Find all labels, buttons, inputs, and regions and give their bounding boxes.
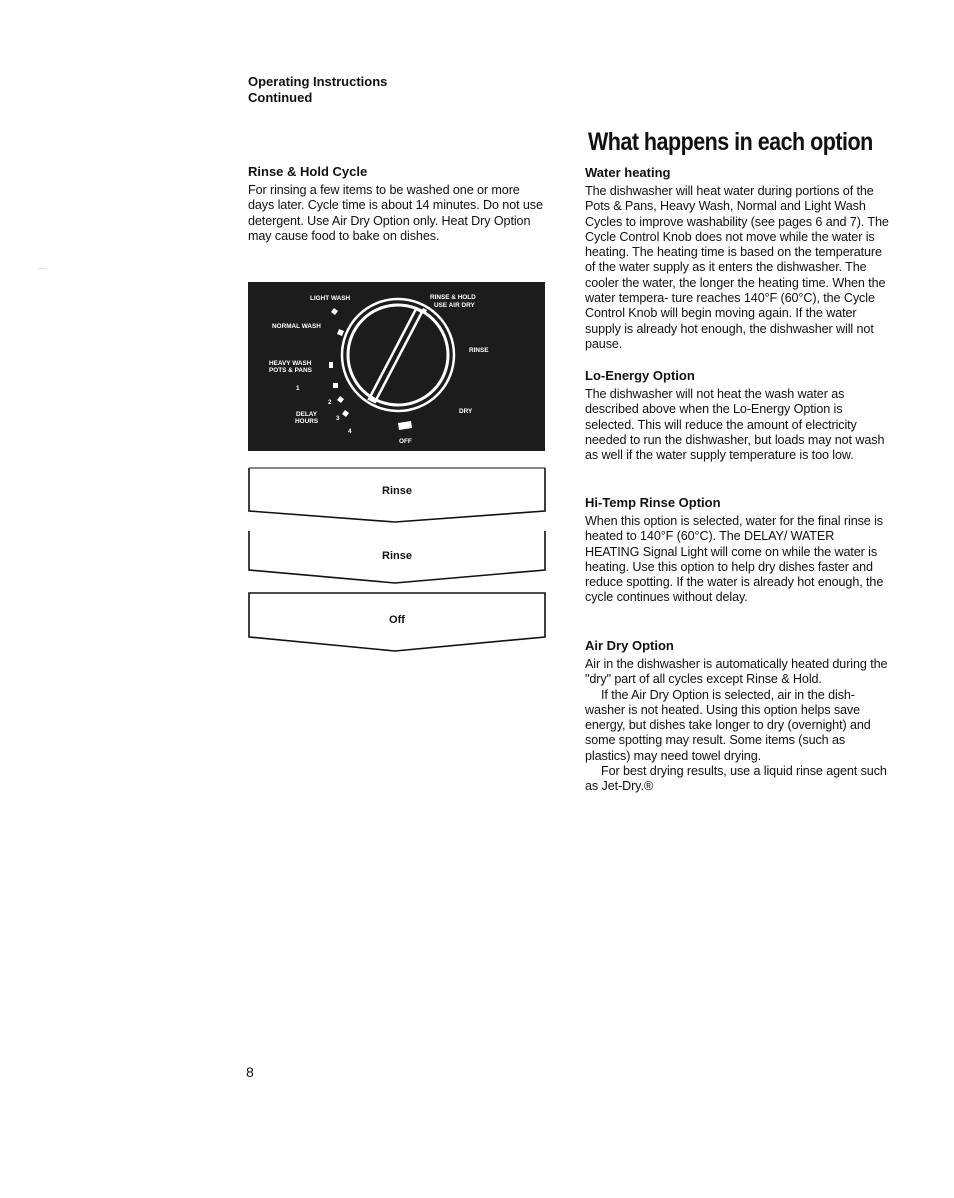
margin-mark	[38, 268, 46, 269]
indicator-label: Rinse	[382, 550, 412, 562]
rinse-hold-section	[248, 164, 548, 244]
marker-delay-2	[337, 396, 344, 403]
label-rinse-hold: RINSE & HOLD	[430, 294, 476, 301]
running-header	[248, 74, 387, 106]
marker-heavy-wash	[329, 362, 333, 368]
cycle-control-knob	[348, 305, 448, 405]
water-heating-section	[585, 165, 890, 352]
marker-delay-3	[342, 410, 349, 417]
cycle-dial-illustration	[248, 282, 545, 451]
label-delay: DELAY	[296, 411, 318, 418]
air-dry-heading: Air Dry Option	[585, 638, 674, 653]
dial-indicator-window	[248, 465, 546, 517]
lo-energy-text: The dishwasher will not heat the wash water as described above when the Lo-Energy Option is selected. This will reduce the amount of electricity needed to run the dishwasher, but loads may not wash as well if the water supply temperature is too low.	[585, 387, 885, 463]
label-normal-wash: NORMAL WASH	[272, 323, 321, 330]
header-title: Operating Instructions	[248, 74, 388, 89]
label-num-1: 1	[296, 385, 300, 392]
page-title: What happens in each option	[588, 128, 873, 156]
marker-normal-wash	[337, 329, 344, 336]
label-light-wash: LIGHT WASH	[310, 295, 351, 302]
dial-indicator-window	[248, 590, 546, 642]
cycle-control-panel	[248, 282, 545, 451]
label-num-3: 3	[336, 415, 340, 422]
hi-temp-heading: Hi-Temp Rinse Option	[585, 495, 721, 510]
hi-temp-text: When this option is selected, water for the final rinse is heated to 140°F (60°C). The DELAY/ WATER HEATING Signal Light will come on while the water is heating. Use this option to help dry dishes faster and reduce spotting. If the water is already hot enough, the cycle continues without delay.	[585, 514, 884, 605]
air-dry-section	[585, 638, 890, 795]
label-rinse: RINSE	[469, 347, 489, 354]
indicator-label: Off	[389, 614, 405, 626]
marker-delay-1	[333, 383, 338, 388]
indicator-label: Rinse	[382, 485, 412, 497]
label-dry: DRY	[459, 408, 473, 415]
rinse-hold-heading: Rinse & Hold Cycle	[248, 164, 368, 179]
label-hours: HOURS	[295, 418, 319, 425]
label-num-4: 4	[348, 428, 352, 435]
lo-energy-heading: Lo-Energy Option	[585, 368, 695, 383]
hi-temp-section	[585, 495, 890, 606]
air-dry-text-3: For best drying results, use a liquid rinse agent such as Jet-Dry.®	[585, 764, 887, 794]
marker-light-wash	[331, 308, 338, 315]
air-dry-text-1: Air in the dishwasher is automatically heated during the "dry" part of all cycles except Rinse & Hold.	[585, 657, 888, 687]
lo-energy-section	[585, 368, 890, 463]
marker-off	[398, 421, 412, 430]
rinse-hold-text: For rinsing a few items to be washed one or more days later. Cycle time is about 14 minutes. Do not use detergent. Use Air Dry Option only. Heat Dry Option may cause food to bake on dishes.	[248, 183, 543, 243]
air-dry-text-2: If the Air Dry Option is selected, air in the dish- washer is not heated. Using this option helps save energy, but dishes take longer to dry (overnight) and some spotting may result. Some items (such as plastics) may need towel drying.	[585, 687, 871, 763]
page-number: 8	[246, 1064, 254, 1080]
label-heavy-wash: HEAVY WASH	[269, 360, 312, 367]
label-num-2: 2	[328, 399, 332, 406]
header-subtitle: Continued	[248, 90, 313, 105]
dial-indicator-window	[248, 528, 546, 580]
water-heating-heading: Water heating	[585, 165, 671, 180]
label-off: OFF	[399, 438, 412, 445]
water-heating-text: The dishwasher will heat water during portions of the Pots & Pans, Heavy Wash, Normal and Light Wash Cycles to improve washability (see pages 6 and 7). The Cycle Control Knob does not move while the water is heating. The heating time is based on the temperature of the water supply as it enters the dishwasher. The cooler the water, the longer the heating time. When the water tempera- ture reaches 140°F (60°C), the Cycle Control Knob will begin moving again. If the water supply is already hot enough, the dishwasher will not pause.	[585, 184, 889, 351]
label-pots-pans: POTS & PANS	[269, 367, 312, 374]
label-use-air-dry: USE AIR DRY	[434, 302, 475, 309]
